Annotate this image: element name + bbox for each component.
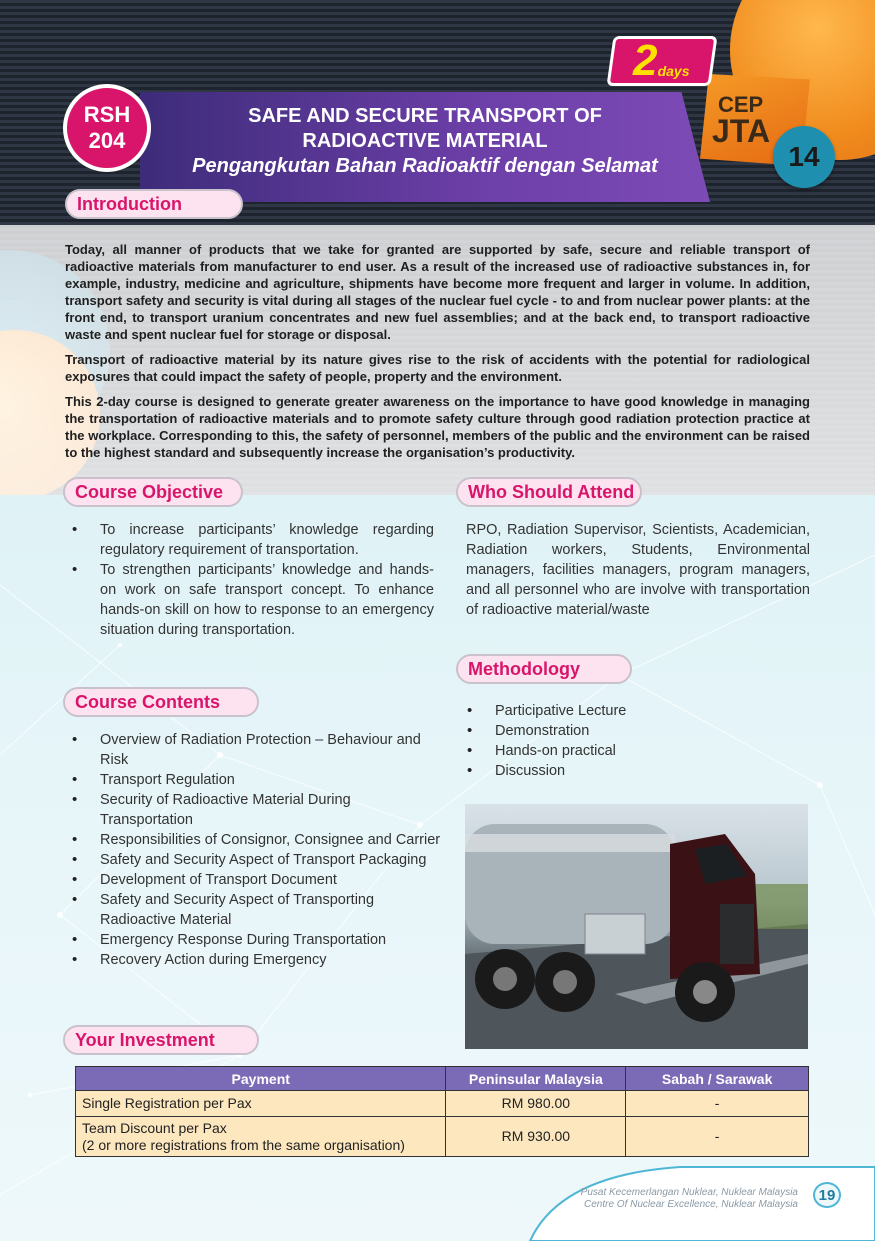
list-item: • To increase participants’ knowledge regarding regulatory requirement of transportation. [66, 520, 434, 560]
column-header-payment: Payment [76, 1067, 446, 1091]
list-item: • Safety and Security Aspect of Transport Packaging [66, 850, 444, 870]
intro-paragraph-2: Transport of radioactive material by its nature gives rise to the risk of accidents with the potential for radiological exposures that could impact the safety of people, property and the environment. [65, 352, 810, 384]
course-subtitle: Pengangkutan Bahan Radioaktif dengan Selamat [192, 155, 658, 177]
list-item: • Discussion [461, 761, 805, 781]
table-header-row [76, 1067, 809, 1091]
introduction-heading: Introduction [65, 189, 243, 219]
list-item: • Demonstration [461, 721, 805, 741]
intro-paragraph-1: Today, all manner of products that we take for granted are supported by safe, secure and reliable transport of radioactive materials from manufacturer to end user. As a result of the increased use of radioactive substances in, for example, industry, medicine and agriculture, shipments have become more frequent and larger in volume. In addition, transport safety and security is vital during all stages of the nuclear fuel cycle - to and from nuclear power plants: at the front end, to transport uranium concentrates and new fuel assemblies; and at the back end, to transport radioactive waste and spent nuclear fuel for storage or disposal. [65, 242, 810, 342]
investment-table [75, 1066, 809, 1157]
payment-type: Team Discount per Pax [82, 1119, 227, 1136]
truck-photo [465, 804, 808, 1049]
course-title [150, 104, 700, 154]
cep-label: CEP [718, 92, 764, 117]
intro-paragraph-3: This 2-day course is designed to generate greater awareness on the importance to have good knowledge in managing the transportation of radioactive materials and to promote safety culture through good radiation protection practice at the workplace. Corresponding to this, the safety of personnel, members of the public and the environment can be raised to the highest standard and subsequently increase the organisation’s productivity. [65, 394, 810, 460]
course-contents-heading: Course Contents [63, 687, 259, 717]
course-objective-heading: Course Objective [63, 477, 243, 507]
column-header-sabah: Sabah / Sarawak [626, 1067, 809, 1091]
course-objective-list [66, 520, 434, 640]
list-item: • Recovery Action during Emergency [66, 950, 444, 970]
list-item: • To strengthen participants’ knowledge and hands-on work on safe transport concept. To enhance hands-on skill on how to response to an emergency situation during transportation. [66, 560, 434, 640]
sabah-price: - [626, 1091, 809, 1117]
peninsular-price: RM 980.00 [446, 1091, 626, 1117]
who-should-attend-text: RPO, Radiation Supervisor, Scientists, Academician, Radiation workers, Students, Environmental managers, facilities managers, program managers, and all personnel who are involve with transportation of radioactive material/waste [466, 522, 810, 618]
investment-heading: Your Investment [63, 1025, 259, 1055]
methodology-list [461, 701, 805, 781]
list-item: • Security of Radioactive Material During Transportation [66, 790, 444, 830]
footer-organisation [560, 1187, 798, 1211]
page-number: 19 [813, 1182, 841, 1208]
footer-line-1: Pusat Kecemerlangan Nuklear, Nuklear Malaysia [580, 1187, 798, 1198]
column-header-peninsular: Peninsular Malaysia [446, 1067, 626, 1091]
who-should-attend-heading: Who Should Attend [456, 477, 642, 507]
payment-note: (2 or more registrations from the same organisation) [82, 1136, 405, 1153]
jta-label: JTA [712, 113, 771, 149]
payment-cell [76, 1091, 446, 1117]
cep-points: 14 [773, 126, 835, 188]
peninsular-price: RM 930.00 [446, 1117, 626, 1157]
truck-illustration [465, 804, 808, 1049]
table-row [76, 1091, 809, 1117]
list-item: • Transport Regulation [66, 770, 444, 790]
course-title-line2: RADIOACTIVE MATERIAL [302, 130, 548, 152]
list-item: • Responsibilities of Consignor, Consignee and Carrier [66, 830, 444, 850]
payment-type: Single Registration per Pax [82, 1095, 252, 1111]
course-code-badge [63, 84, 151, 172]
sabah-price: - [626, 1117, 809, 1157]
table-row [76, 1117, 809, 1157]
course-code-number: 204 [88, 128, 126, 153]
list-item: • Overview of Radiation Protection – Behaviour and Risk [66, 730, 444, 770]
course-code-prefix: RSH [83, 102, 131, 127]
list-item: • Safety and Security Aspect of Transporting Radioactive Material [66, 890, 444, 930]
footer-line-2: Centre Of Nuclear Excellence, Nuklear Malaysia [584, 1199, 798, 1210]
methodology-heading: Methodology [456, 654, 632, 684]
list-item: • Hands-on practical [461, 741, 805, 761]
duration-number: 2 [632, 36, 658, 85]
duration-unit: days [657, 63, 690, 79]
course-title-line1: SAFE AND SECURE TRANSPORT OF [248, 105, 602, 127]
list-item: • Emergency Response During Transportation [66, 930, 444, 950]
duration-badge [606, 36, 717, 86]
introduction-text [65, 241, 810, 469]
course-contents-list [66, 730, 444, 970]
list-item: • Development of Transport Document [66, 870, 444, 890]
payment-cell [76, 1117, 446, 1157]
list-item: • Participative Lecture [461, 701, 805, 721]
